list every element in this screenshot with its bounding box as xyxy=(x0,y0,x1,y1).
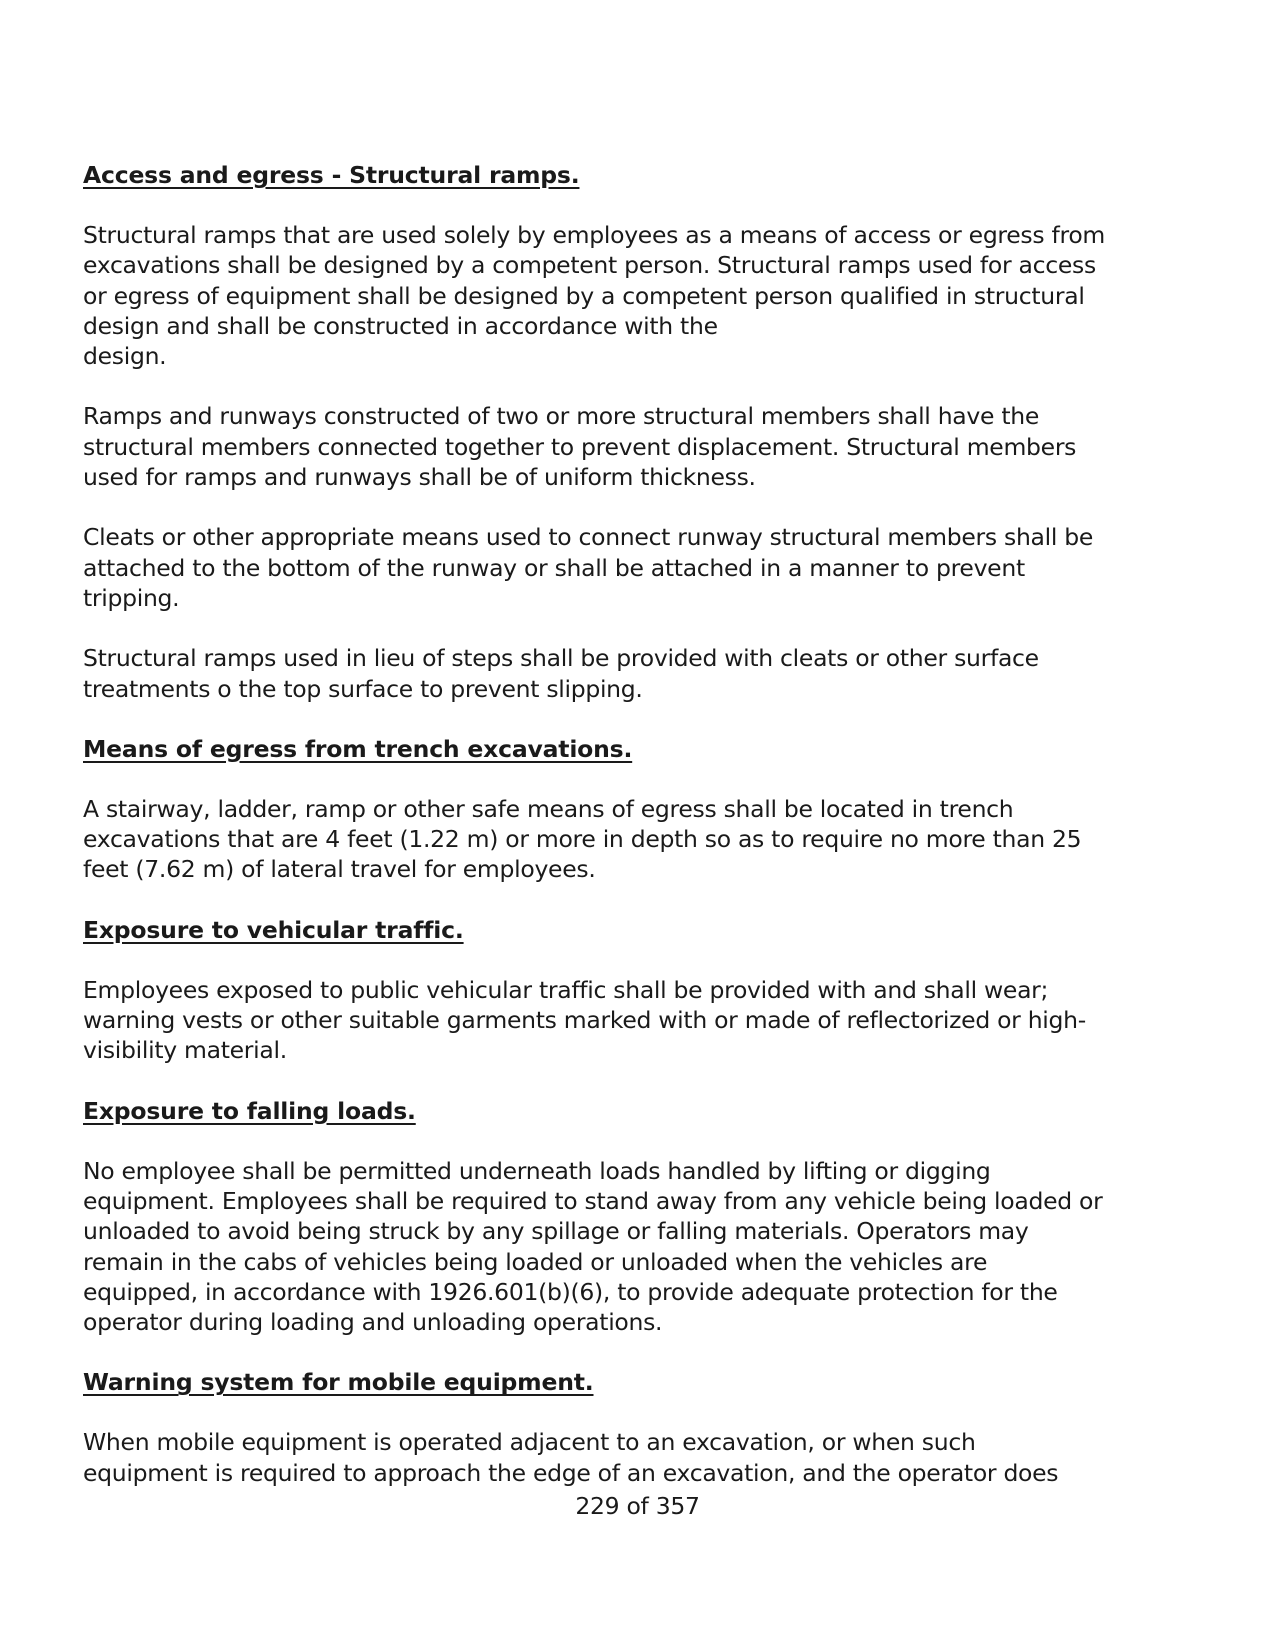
section-access-egress-ramps xyxy=(83,160,1193,704)
section-falling-loads xyxy=(83,1096,1193,1338)
paragraph: Employees exposed to public vehicular traffic shall be provided with and shall wear; warning vests or other suitable garments marked with or made of reflectorized or high- visibility material. xyxy=(83,975,1086,1065)
paragraph: A stairway, ladder, ramp or other safe means of egress shall be located in trench excavations that are 4 feet (1.22 m) or more in depth so as to require no more than 25 feet (7.62 m) of lateral travel for employees. xyxy=(83,794,1082,884)
section-warning-system xyxy=(83,1367,1193,1488)
paragraph: Ramps and runways constructed of two or more structural members shall have the structural members connected together to prevent displacement. Structural members used for ramps and runways shall be of uniform thickness. xyxy=(83,402,1077,492)
page-number: 229 of 357 xyxy=(575,1492,700,1520)
paragraph: No employee shall be permitted underneath loads handled by lifting or digging equipment. Employees shall be required to stand away from any vehicle being loaded or unloaded to avoid being struck by any spillage or falling materials. Operators may remain in the cabs of vehicles being loaded or unloaded when the vehicles are equipped, in accordance with 1926.601(b)(6), to provide adequate protection for the operator during loading and unloading operations. xyxy=(83,1156,1103,1337)
section-heading: Exposure to vehicular traffic. xyxy=(83,915,464,944)
section-vehicular-traffic xyxy=(83,915,1193,1066)
section-heading: Warning system for mobile equipment. xyxy=(83,1368,594,1397)
paragraph: Structural ramps that are used solely by employees as a means of access or egress from excavations shall be designed by a competent person. Structural ramps used for access or egress of equipment shall be designed by a competent person qualified in structural design and shall be constructed in accordance with the design. xyxy=(83,221,1105,371)
section-heading: Access and egress - Structural ramps. xyxy=(83,161,580,189)
section-heading: Exposure to falling loads. xyxy=(83,1096,416,1125)
section-means-of-egress xyxy=(83,734,1193,885)
paragraph: Structural ramps used in lieu of steps shall be provided with cleats or other surface treatments o the top surface to prevent slipping. xyxy=(83,644,1039,703)
document-body xyxy=(83,160,1193,1488)
section-heading: Means of egress from trench excavations. xyxy=(83,734,633,763)
paragraph: Cleats or other appropriate means used to connect runway structural members shall be attached to the bottom of the runway or shall be attached in a manner to prevent tripping. xyxy=(83,523,1094,612)
paragraph: When mobile equipment is operated adjacent to an excavation, or when such equipment is required to approach the edge of an excavation, and the operator does xyxy=(83,1428,1059,1487)
